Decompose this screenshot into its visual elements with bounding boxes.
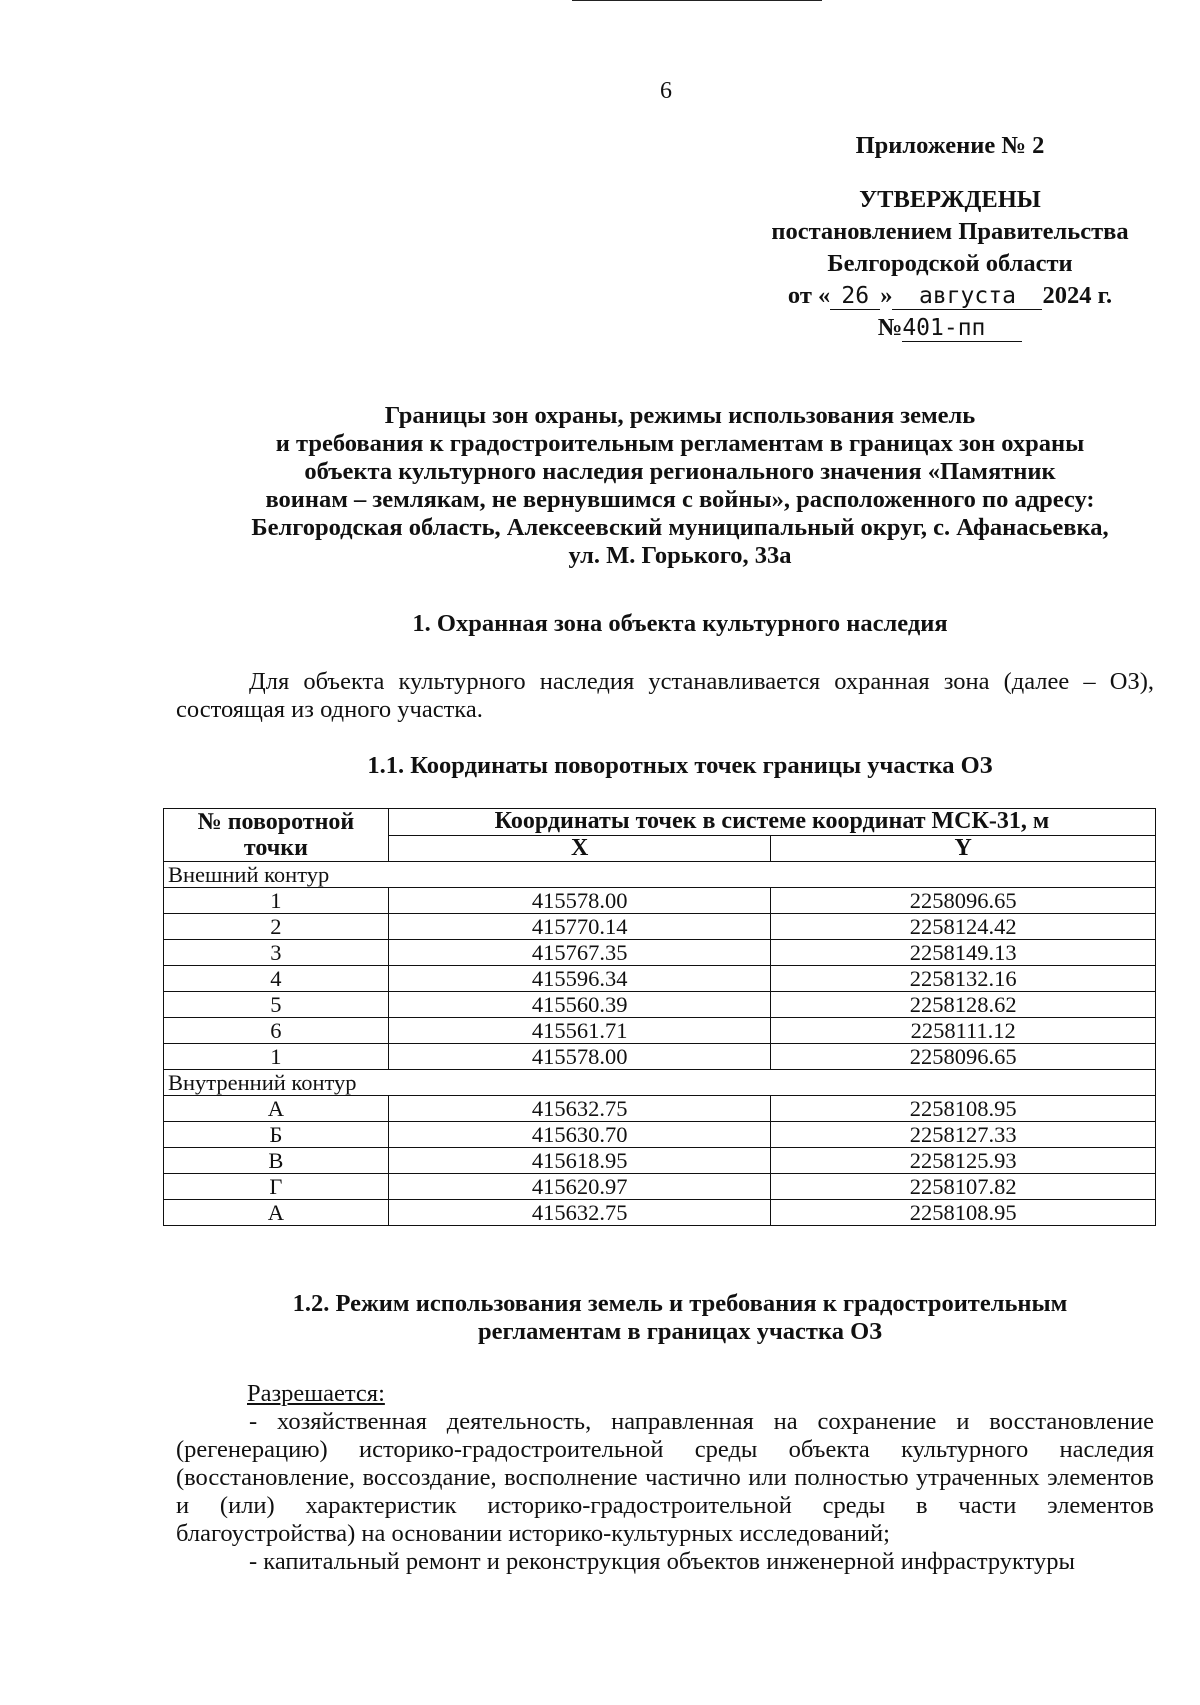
y-cell: 2258124.42 [771, 914, 1156, 940]
outer-contour-label: Внешний контур [164, 862, 1156, 888]
y-cell: 2258107.82 [771, 1174, 1156, 1200]
title-line: объекта культурного наследия регионального значения «Памятник [304, 458, 1056, 485]
point-cell: 3 [164, 940, 389, 966]
x-cell: 415620.97 [388, 1174, 771, 1200]
header-x: X [388, 835, 771, 862]
approved-by-line: постановлением Правительства [771, 218, 1129, 245]
document-title [180, 402, 1180, 570]
x-cell: 415618.95 [388, 1148, 771, 1174]
allowed-item: - хозяйственная деятельность, направленная на сохранение и восстановление (регенерацию) историко-градостроительной среды объекта культурного наследия (восстановление, воссоздание, восполнение частично или полностью утраченных элементов и (или) характеристик историко-градостроительной среды в части элементов благоустройства) на основании историко-культурных исследований; [176, 1408, 1154, 1547]
title-line: ул. М. Горького, 33а [568, 542, 792, 569]
section-1-2-heading [180, 1290, 1180, 1346]
x-cell: 415632.75 [388, 1096, 771, 1122]
table-row [164, 1200, 1156, 1226]
table-row [164, 914, 1156, 940]
x-cell: 415596.34 [388, 966, 771, 992]
y-cell: 2258127.33 [771, 1122, 1156, 1148]
point-cell: А [164, 1200, 389, 1226]
table-row [164, 966, 1156, 992]
section-1-heading: 1. Охранная зона объекта культурного наследия [412, 610, 948, 637]
x-cell: 415578.00 [388, 1044, 771, 1070]
point-cell: Г [164, 1174, 389, 1200]
approved-label: УТВЕРЖДЕНЫ [859, 186, 1041, 213]
header-y: Y [771, 835, 1156, 862]
table-group-row [164, 1070, 1156, 1096]
number-prefix: № [877, 314, 903, 341]
date-prefix: от « [787, 282, 831, 309]
heading-line: 1.2. Режим использования земель и требования к градостроительным [292, 1290, 1068, 1317]
header-point: № поворотной точки [164, 809, 389, 862]
x-cell: 415578.00 [388, 888, 771, 914]
approval-block [700, 130, 1200, 344]
section-1-intro: Для объекта культурного наследия устанавливается охранная зона (далее – ОЗ), состоящая из одного участка. [176, 668, 1154, 723]
y-cell: 2258108.95 [771, 1200, 1156, 1226]
y-cell: 2258096.65 [771, 888, 1156, 914]
title-line: воинам – землякам, не вернувшимся с войны», расположенного по адресу: [265, 486, 1095, 513]
approval-number-line [700, 312, 1200, 344]
approved-region-line: Белгородской области [827, 250, 1073, 277]
x-cell: 415630.70 [388, 1122, 771, 1148]
point-cell: 1 [164, 1044, 389, 1070]
point-cell: 5 [164, 992, 389, 1018]
table-row [164, 940, 1156, 966]
table-row [164, 1018, 1156, 1044]
point-cell: 4 [164, 966, 389, 992]
title-line: Белгородская область, Алексеевский муниципальный округ, с. Афанасьевка, [251, 514, 1109, 541]
point-cell: 1 [164, 888, 389, 914]
table-row [164, 1044, 1156, 1070]
point-cell: А [164, 1096, 389, 1122]
date-mid: » [880, 282, 893, 309]
title-line: и требования к градостроительным регламентам в границах зон охраны [275, 430, 1085, 457]
allowed-label: Разрешается: [247, 1380, 385, 1407]
table-row [164, 1148, 1156, 1174]
section-1-1-heading: 1.1. Координаты поворотных точек границы участка ОЗ [367, 752, 993, 779]
page-number: 6 [660, 78, 672, 104]
y-cell: 2258149.13 [771, 940, 1156, 966]
x-cell: 415767.35 [388, 940, 771, 966]
table-row [164, 1174, 1156, 1200]
date-month: августа [892, 283, 1042, 310]
appendix-label: Приложение № 2 [855, 132, 1045, 159]
inner-contour-label: Внутренний контур [164, 1070, 1156, 1096]
table-row [164, 888, 1156, 914]
x-cell: 415770.14 [388, 914, 771, 940]
table-row [164, 992, 1156, 1018]
point-cell: Б [164, 1122, 389, 1148]
x-cell: 415560.39 [388, 992, 771, 1018]
table-row [164, 1096, 1156, 1122]
point-cell: 6 [164, 1018, 389, 1044]
heading-line: регламентам в границах участка ОЗ [477, 1318, 883, 1345]
table-group-row [164, 862, 1156, 888]
allowed-item: - капитальный ремонт и реконструкция объектов инженерной инфраструктуры [249, 1548, 1075, 1575]
y-cell: 2258132.16 [771, 966, 1156, 992]
top-edge-line [572, 0, 822, 1]
table-header-row [164, 809, 1156, 836]
point-cell: В [164, 1148, 389, 1174]
header-coords: Координаты точек в системе координат МСК-31, м [388, 809, 1155, 836]
table-row [164, 1122, 1156, 1148]
y-cell: 2258108.95 [771, 1096, 1156, 1122]
date-day: 26 [830, 283, 880, 310]
point-cell: 2 [164, 914, 389, 940]
title-line: Границы зон охраны, режимы использования земель [384, 402, 976, 429]
y-cell: 2258096.65 [771, 1044, 1156, 1070]
y-cell: 2258128.62 [771, 992, 1156, 1018]
date-year: 2024 г. [1042, 282, 1113, 309]
coordinates-table [163, 808, 1156, 1226]
x-cell: 415632.75 [388, 1200, 771, 1226]
y-cell: 2258111.12 [771, 1018, 1156, 1044]
x-cell: 415561.71 [388, 1018, 771, 1044]
number-value: 401-пп [902, 315, 1022, 342]
approval-date-line [700, 280, 1200, 312]
y-cell: 2258125.93 [771, 1148, 1156, 1174]
